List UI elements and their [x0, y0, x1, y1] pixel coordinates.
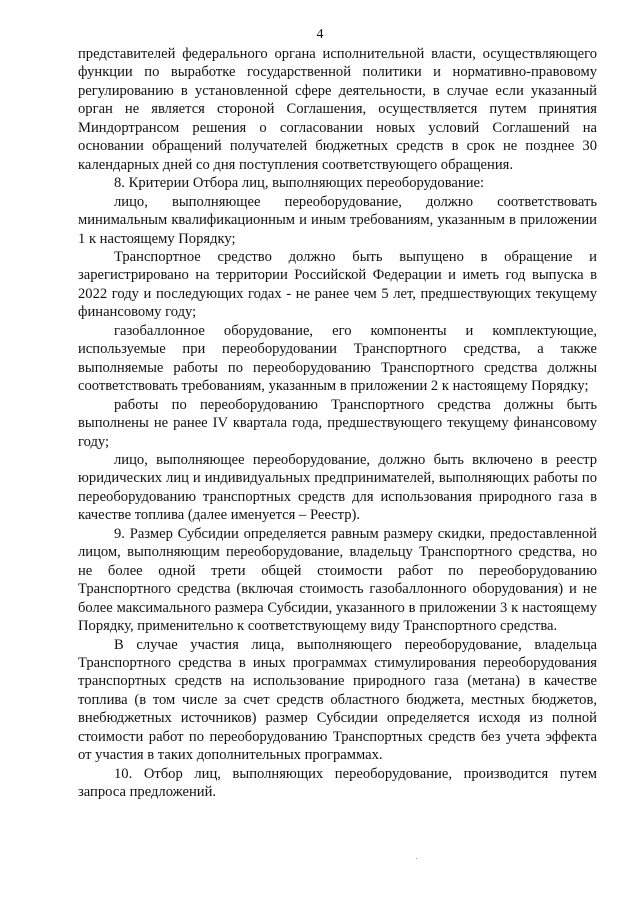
page-number: 4	[316, 27, 324, 42]
body-text	[78, 45, 597, 802]
paragraph-selection-procedure: 10. Отбор лиц, выполняющих переоборудование, производится путем запроса предложений.	[78, 765, 597, 801]
paragraph-criterion-gas-equipment: газобаллонное оборудование, его компоненты и комплектующие, используемые при переоборудовании Транспортного средства, а также выполняемые работы по переоборудованию Транспортного средства должны соответствовать требованиям, указанным в приложении 2 к настоящему Порядку;	[78, 322, 597, 395]
paragraph-selection-criteria-heading: 8. Критерии Отбора лиц, выполняющих переоборудование:	[114, 175, 485, 192]
scan-dot	[416, 858, 417, 859]
paragraph-other-programs: В случае участия лица, выполняющего переоборудование, владельца Транспортного средства в иных программах стимулирования переоборудования транспортных средств на использование природного газа (метана) в качестве топлива (в том числе за счет средств областного бюджета, местных бюджетов, внебюджетных источников) размер Субсидии определяется исходя из полной стоимости работ по переоборудованию Транспортных средств без учета эффекта от участия в таких дополнительных программах.	[78, 636, 597, 764]
paragraph-criterion-vehicle-registration: Транспортное средство должно быть выпущено в обращение и зарегистрировано на территории Российской Федерации и иметь год выпуска в 2022 году и последующих годах - не ранее чем 5 лет, предшествующих текущему финансовому году;	[78, 248, 597, 321]
paragraph-criterion-qualification: лицо, выполняющее переоборудование, должно соответствовать минимальным квалификационным и иным требованиям, указанным в приложении 1 к настоящему Порядку;	[78, 193, 597, 247]
paragraph-criterion-work-period: работы по переоборудованию Транспортного средства должны быть выполнены не ранее IV квартала года, предшествующего текущему финансовому году;	[78, 396, 597, 450]
paragraph-subsidy-amount: 9. Размер Субсидии определяется равным размеру скидки, предоставленной лицом, выполняющим переоборудование, владельцу Транспортного средства, но не более одной трети общей стоимости работ по переоборудованию Транспортного средства (включая стоимость газобаллонного оборудования) и не более максимального размера Субсидии, указанного в приложении 3 к настоящему Порядку, применительно к соответствующему виду Транспортного средства.	[78, 525, 597, 635]
paragraph-criterion-registry: лицо, выполняющее переоборудование, должно быть включено в реестр юридических лиц и индивидуальных предпринимателей, выполняющих работы по переоборудованию транспортных средств для использования природного газа в качестве топлива (далее именуется – Реестр).	[78, 451, 597, 524]
paragraph-approval-conditions: представителей федерального органа исполнительной власти, осуществляющего функции по выработке государственной политики и нормативно-правовому регулированию в установленной сфере деятельности, в случае если указанный орган не является стороной Соглашения, осуществляется путем принятия Миндортрансом решения о согласовании новых условий Соглашений на основании обращений получателей бюджетных средств в срок не позднее 30 календарных дней со дня поступления соответствующего обращения.	[78, 46, 597, 173]
